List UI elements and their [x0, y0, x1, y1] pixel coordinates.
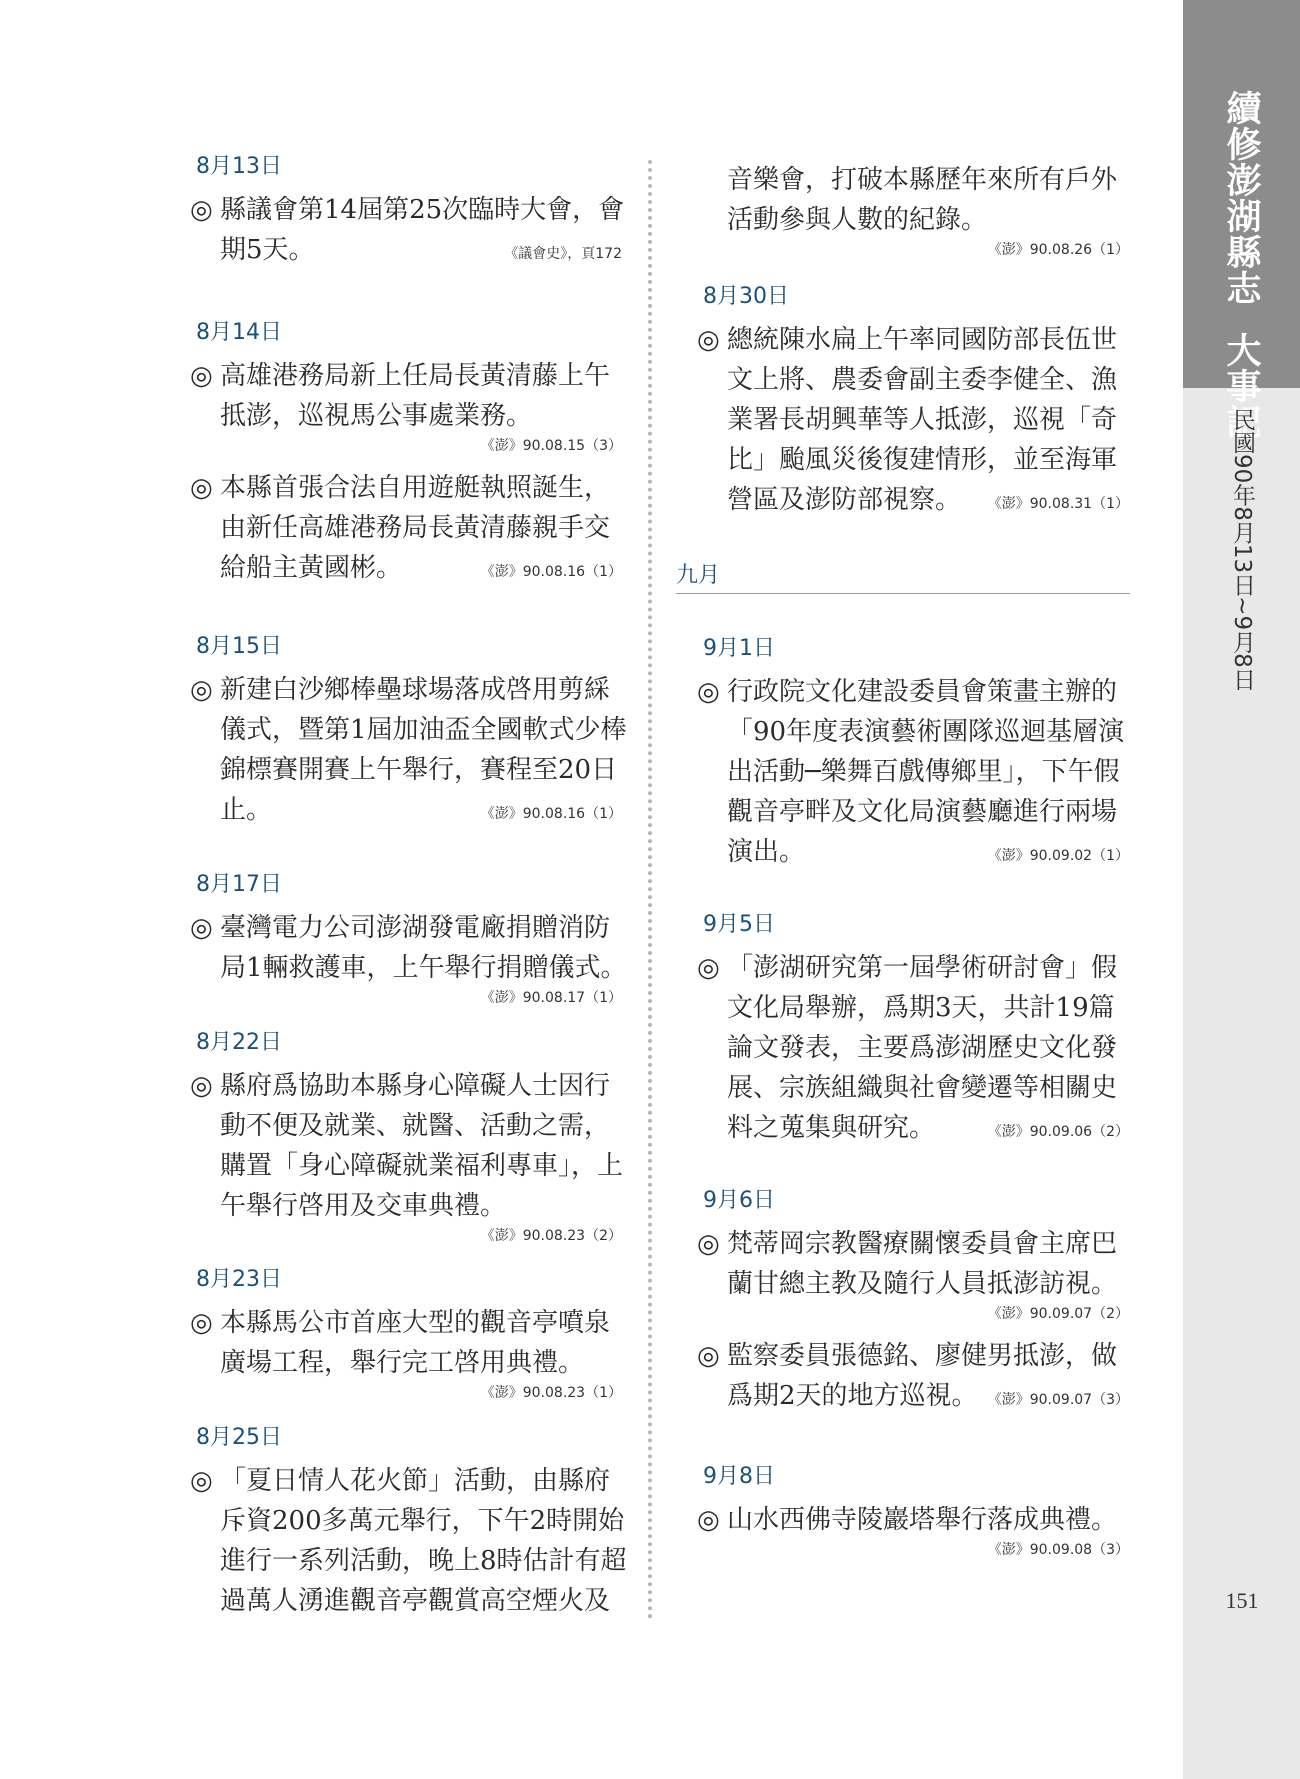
bullet-icon: ◎: [190, 1308, 213, 1338]
event-entry: [697, 672, 1137, 872]
bullet-icon: ◎: [190, 1466, 213, 1496]
event-source: 《澎》90.08.15（3）: [480, 438, 622, 454]
day-sep-5: [697, 910, 1137, 1148]
bullet-icon: ◎: [697, 1341, 720, 1371]
day-aug-30: [697, 282, 1137, 520]
event-source: 《澎》90.09.06（2）: [987, 1124, 1129, 1140]
event-text: 本縣馬公市首座大型的觀音亭噴泉廣場工程，舉行完工啓用典禮。: [220, 1308, 611, 1378]
bullet-icon: ◎: [697, 677, 720, 707]
bullet-icon: ◎: [190, 675, 213, 705]
day-aug-13: [190, 152, 630, 270]
event-source: 《澎》90.08.16（1）: [480, 806, 622, 822]
event-entry: [697, 1500, 1137, 1540]
day-aug-14: [190, 318, 630, 588]
event-entry: [697, 160, 1137, 240]
day-aug-22: [190, 1028, 630, 1246]
event-entry: [697, 948, 1137, 1148]
event-entry: [697, 1224, 1137, 1304]
event-source: 《澎》90.09.07（3）: [987, 1392, 1129, 1408]
bullet-icon: ◎: [697, 1505, 720, 1535]
bullet-icon: ◎: [190, 1071, 213, 1101]
date-heading: 8月14日: [196, 320, 282, 345]
event-entry: [190, 1303, 630, 1383]
event-text: 新建白沙鄉棒壘球場落成啓用剪綵儀式，暨第1屆加油盃全國軟式少棒錦標賽開賽上午舉行，賽程至20日止。: [220, 675, 627, 825]
day-aug-15: [190, 632, 630, 830]
day-sep-6: [697, 1186, 1137, 1416]
day-sep-1: [697, 634, 1137, 872]
event-text: 總統陳水扁上午率同國防部長伍世文上將、農委會副主委李健全、漁業署長胡興華等人抵澎，巡視「奇比」颱風災後復建情形，並至海軍營區及澎防部視察。: [727, 325, 1118, 515]
column-divider: [648, 160, 652, 1620]
event-source: 《澎》90.09.07（2）: [987, 1306, 1129, 1322]
page-number: 151: [1225, 1588, 1259, 1613]
event-entry: [190, 1066, 630, 1226]
date-heading: 8月30日: [703, 284, 789, 309]
date-heading: 8月23日: [196, 1267, 282, 1292]
event-text: 高雄港務局新上任局長黃清藤上午抵澎，巡視馬公事處業務。: [220, 361, 611, 431]
date-heading: 8月25日: [196, 1425, 282, 1450]
event-text: 本縣首張合法自用遊艇執照誕生，由新任高雄港務局長黃清藤親手交給船主黃國彬。: [220, 473, 611, 583]
event-source: 《澎》90.08.23（2）: [480, 1228, 622, 1244]
event-source: 《議會史》，頁172: [504, 246, 622, 262]
bullet-icon: ◎: [697, 1229, 720, 1259]
date-heading: 9月8日: [703, 1464, 775, 1489]
event-entry: [190, 356, 630, 436]
event-text: 音樂會，打破本縣歷年來所有戶外活動參與人數的紀錄。: [727, 165, 1118, 235]
date-heading: 9月5日: [703, 912, 775, 937]
date-heading: 8月13日: [196, 154, 282, 179]
event-source: 《澎》90.08.16（1）: [480, 564, 622, 580]
date-heading: 9月6日: [703, 1188, 775, 1213]
event-entry: [190, 1461, 630, 1621]
event-source: 《澎》90.08.26（1）: [987, 242, 1129, 258]
bullet-icon: ◎: [697, 953, 720, 983]
bullet-icon: ◎: [697, 325, 720, 355]
event-entry: [697, 1336, 1137, 1416]
event-text: 梵蒂岡宗教醫療關懷委員會主席巴蘭甘總主教及隨行人員抵澎訪視。: [727, 1229, 1118, 1299]
day-sep-8: [697, 1462, 1137, 1560]
event-text: 行政院文化建設委員會策畫主辦的「90年度表演藝術團隊巡迴基層演出活動─樂舞百戲傳鄉里」，下午假觀音亭畔及文化局演藝廳進行兩場演出。: [727, 677, 1125, 867]
event-source: 《澎》90.08.23（1）: [480, 1385, 622, 1401]
day-aug-25: [190, 1423, 630, 1621]
event-text: 監察委員張德銘、廖健男抵澎，做爲期2天的地方巡視。: [727, 1341, 1118, 1411]
event-entry: [190, 468, 630, 588]
event-text: 縣議會第14屆第25次臨時大會，會期5天。: [220, 195, 625, 265]
event-text: 縣府爲協助本縣身心障礙人士因行動不便及就業、就醫、活動之需，購置「身心障礙就業福利專車」，上午舉行啓用及交車典禮。: [220, 1071, 624, 1221]
day-aug-17: [190, 870, 630, 1008]
event-text: 「夏日情人花火節」活動，由縣府斥資200多萬元舉行，下午2時開始進行一系列活動，晚上8時估計有超過萬人湧進觀音亭觀賞高空煙火及: [220, 1466, 627, 1616]
event-entry: [190, 908, 630, 988]
event-source: 《澎》90.09.08（3）: [987, 1542, 1129, 1558]
book-title: [1183, 90, 1300, 440]
book-title-text: 續修澎湖縣志: [1221, 90, 1262, 306]
section-title: 大事記: [1221, 332, 1262, 440]
date-heading: 8月15日: [196, 634, 282, 659]
event-entry: [190, 670, 630, 830]
event-entry: [697, 320, 1137, 520]
month-heading: 九月: [676, 561, 1130, 594]
bullet-icon: ◎: [190, 361, 213, 391]
event-entry: [190, 190, 630, 270]
event-text: 臺灣電力公司澎湖發電廠捐贈消防局1輛救護車，上午舉行捐贈儀式。: [220, 913, 627, 983]
date-heading: 8月22日: [196, 1030, 282, 1055]
date-heading: 8月17日: [196, 872, 282, 897]
event-text: 「澎湖研究第一屆學術研討會」假文化局舉辦，爲期3天，共計19篇論文發表，主要爲澎湖歷史文化發展、宗族組織與社會變遷等相關史料之蒐集與研究。: [727, 953, 1118, 1143]
bullet-icon: ◎: [190, 195, 213, 225]
continued-entry: [697, 160, 1137, 260]
event-text: 山水西佛寺陵巖塔舉行落成典禮。: [727, 1505, 1118, 1535]
bullet-icon: ◎: [190, 913, 213, 943]
date-heading: 9月1日: [703, 636, 775, 661]
event-source: 《澎》90.08.31（1）: [987, 496, 1129, 512]
date-range: 民國90年8月13日~9月8日: [1229, 408, 1255, 691]
event-source: 《澎》90.09.02（1）: [987, 848, 1129, 864]
bullet-icon: ◎: [190, 473, 213, 503]
day-aug-23: [190, 1265, 630, 1403]
event-source: 《澎》90.08.17（1）: [480, 990, 622, 1006]
